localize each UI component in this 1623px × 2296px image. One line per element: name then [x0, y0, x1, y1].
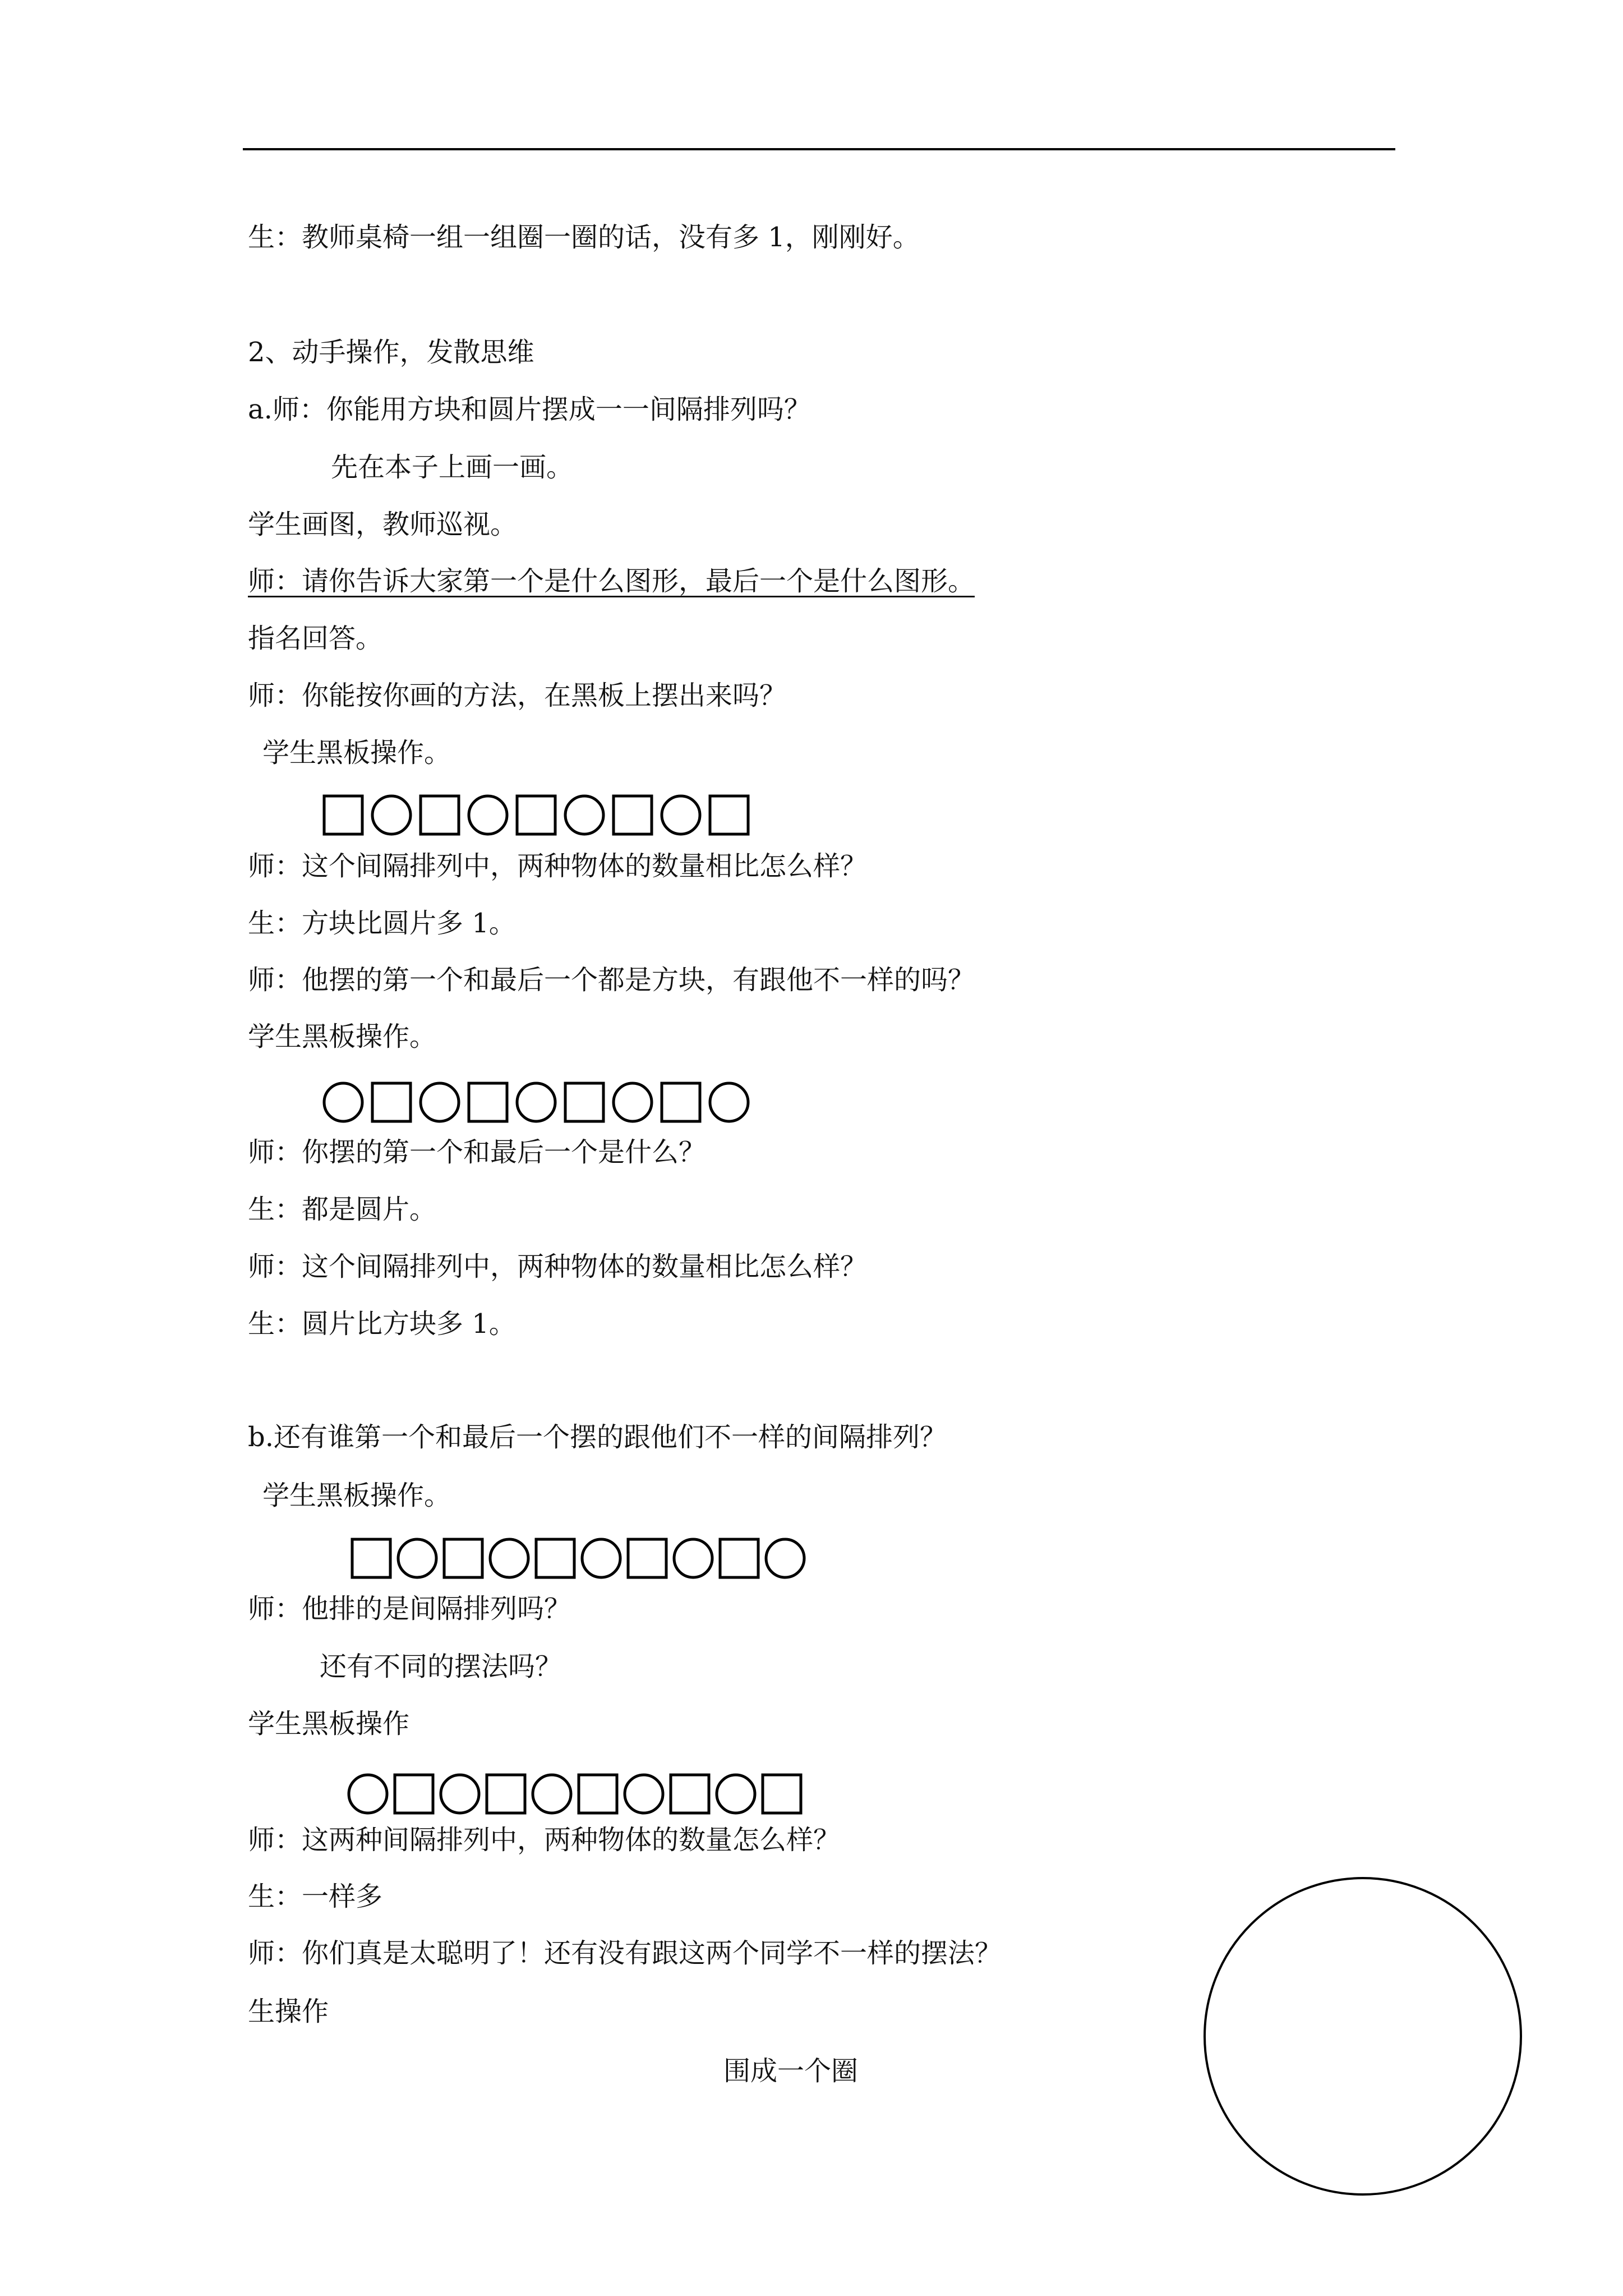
section-heading: 2、动手操作，发散思维: [248, 337, 534, 368]
square-block-icon: [614, 796, 652, 834]
text-line-3: a.师：你能用方块和圆片摆成一一间隔排列吗？: [248, 394, 811, 425]
circle-piece-icon: [398, 1539, 436, 1577]
square-block-icon: [671, 1775, 709, 1813]
circle-piece-icon: [324, 1083, 362, 1121]
text-line-20: 师：他排的是间隔排列吗？: [248, 1593, 571, 1625]
square-block-icon: [579, 1775, 617, 1813]
circle-piece-icon: [710, 1083, 748, 1121]
shape-sequence-2: [322, 1081, 771, 1126]
text-line-18: b.还有谁第一个和最后一个摆的跟他们不一样的间隔排列？: [248, 1421, 947, 1453]
text-line-21: 还有不同的摆法吗？: [320, 1651, 562, 1682]
large-circle-icon: [1200, 1874, 1537, 2210]
square-block-icon: [517, 796, 555, 834]
text-line-9: 学生黑板操作。: [262, 737, 451, 769]
text-line-6: 师：请你告诉大家第一个是什么图形，最后一个是什么图形。: [248, 565, 975, 597]
square-block-icon: [662, 1083, 700, 1121]
circle-piece-icon: [662, 796, 700, 834]
text-line-17: 生：圆片比方块多 1。: [248, 1308, 516, 1340]
circle-piece-icon: [614, 1083, 652, 1121]
circle-piece-icon: [565, 796, 603, 834]
text-line-7: 指名回答。: [248, 623, 383, 654]
square-block-icon: [469, 1083, 507, 1121]
header-rule: [243, 148, 1395, 150]
square-block-icon: [720, 1539, 758, 1577]
text-line-22: 学生黑板操作: [248, 1708, 410, 1740]
circle-piece-icon: [625, 1775, 663, 1813]
square-block-icon: [536, 1539, 574, 1577]
circle-piece-icon: [421, 1083, 459, 1121]
text-line-13: 学生黑板操作。: [248, 1021, 437, 1052]
circle-piece-icon: [674, 1539, 712, 1577]
square-block-icon: [444, 1539, 482, 1577]
shape-sequence-3: [350, 1537, 832, 1582]
square-block-icon: [763, 1775, 801, 1813]
text-line-1: 生：教师桌椅一组一组圈一圈的话，没有多 1，刚刚好。: [248, 222, 920, 253]
text-line-16: 师：这个间隔排列中，两种物体的数量相比怎么样？: [248, 1251, 868, 1282]
text-line-12: 师：他摆的第一个和最后一个都是方块，有跟他不一样的吗？: [248, 964, 975, 996]
circle-piece-icon: [372, 796, 411, 834]
text-line-23: 师：这两种间隔排列中，两种物体的数量怎么样？: [248, 1824, 841, 1856]
square-block-icon: [372, 1083, 411, 1121]
text-line-11: 生：方块比圆片多 1。: [248, 908, 516, 939]
caption-circle: 围成一个圈: [723, 2055, 859, 2087]
circle-piece-icon: [490, 1539, 528, 1577]
square-block-icon: [395, 1775, 433, 1813]
circle-piece-icon: [517, 1083, 555, 1121]
text-line-26: 生操作: [248, 1996, 329, 2027]
square-block-icon: [487, 1775, 525, 1813]
square-block-icon: [421, 796, 459, 834]
square-block-icon: [565, 1083, 603, 1121]
square-block-icon: [324, 796, 362, 834]
text-line-10: 师：这个间隔排列中，两种物体的数量相比怎么样？: [248, 850, 868, 882]
text-line-4: 先在本子上画一画。: [331, 452, 574, 483]
circle-piece-icon: [469, 796, 507, 834]
square-block-icon: [628, 1539, 666, 1577]
circle-piece-icon: [766, 1539, 804, 1577]
square-block-icon: [710, 796, 748, 834]
circle-piece-icon: [349, 1775, 387, 1813]
text-line-25: 师：你们真是太聪明了！还有没有跟这两个同学不一样的摆法？: [248, 1938, 1002, 1969]
circle-piece-icon: [717, 1775, 755, 1813]
circle-piece-icon: [533, 1775, 571, 1813]
circle-piece-icon: [441, 1775, 479, 1813]
text-line-5: 学生画图，教师巡视。: [248, 509, 518, 540]
text-line-19: 学生黑板操作。: [262, 1480, 451, 1511]
text-line-15: 生：都是圆片。: [248, 1194, 437, 1225]
circle-piece-icon: [582, 1539, 620, 1577]
square-block-icon: [352, 1539, 390, 1577]
text-line-14: 师：你摆的第一个和最后一个是什么？: [248, 1137, 706, 1168]
text-line-8: 师：你能按你画的方法，在黑板上摆出来吗？: [248, 680, 787, 711]
shape-sequence-4: [347, 1773, 829, 1818]
shape-sequence-1: [322, 794, 748, 839]
text-line-24: 生：一样多: [248, 1881, 383, 1912]
